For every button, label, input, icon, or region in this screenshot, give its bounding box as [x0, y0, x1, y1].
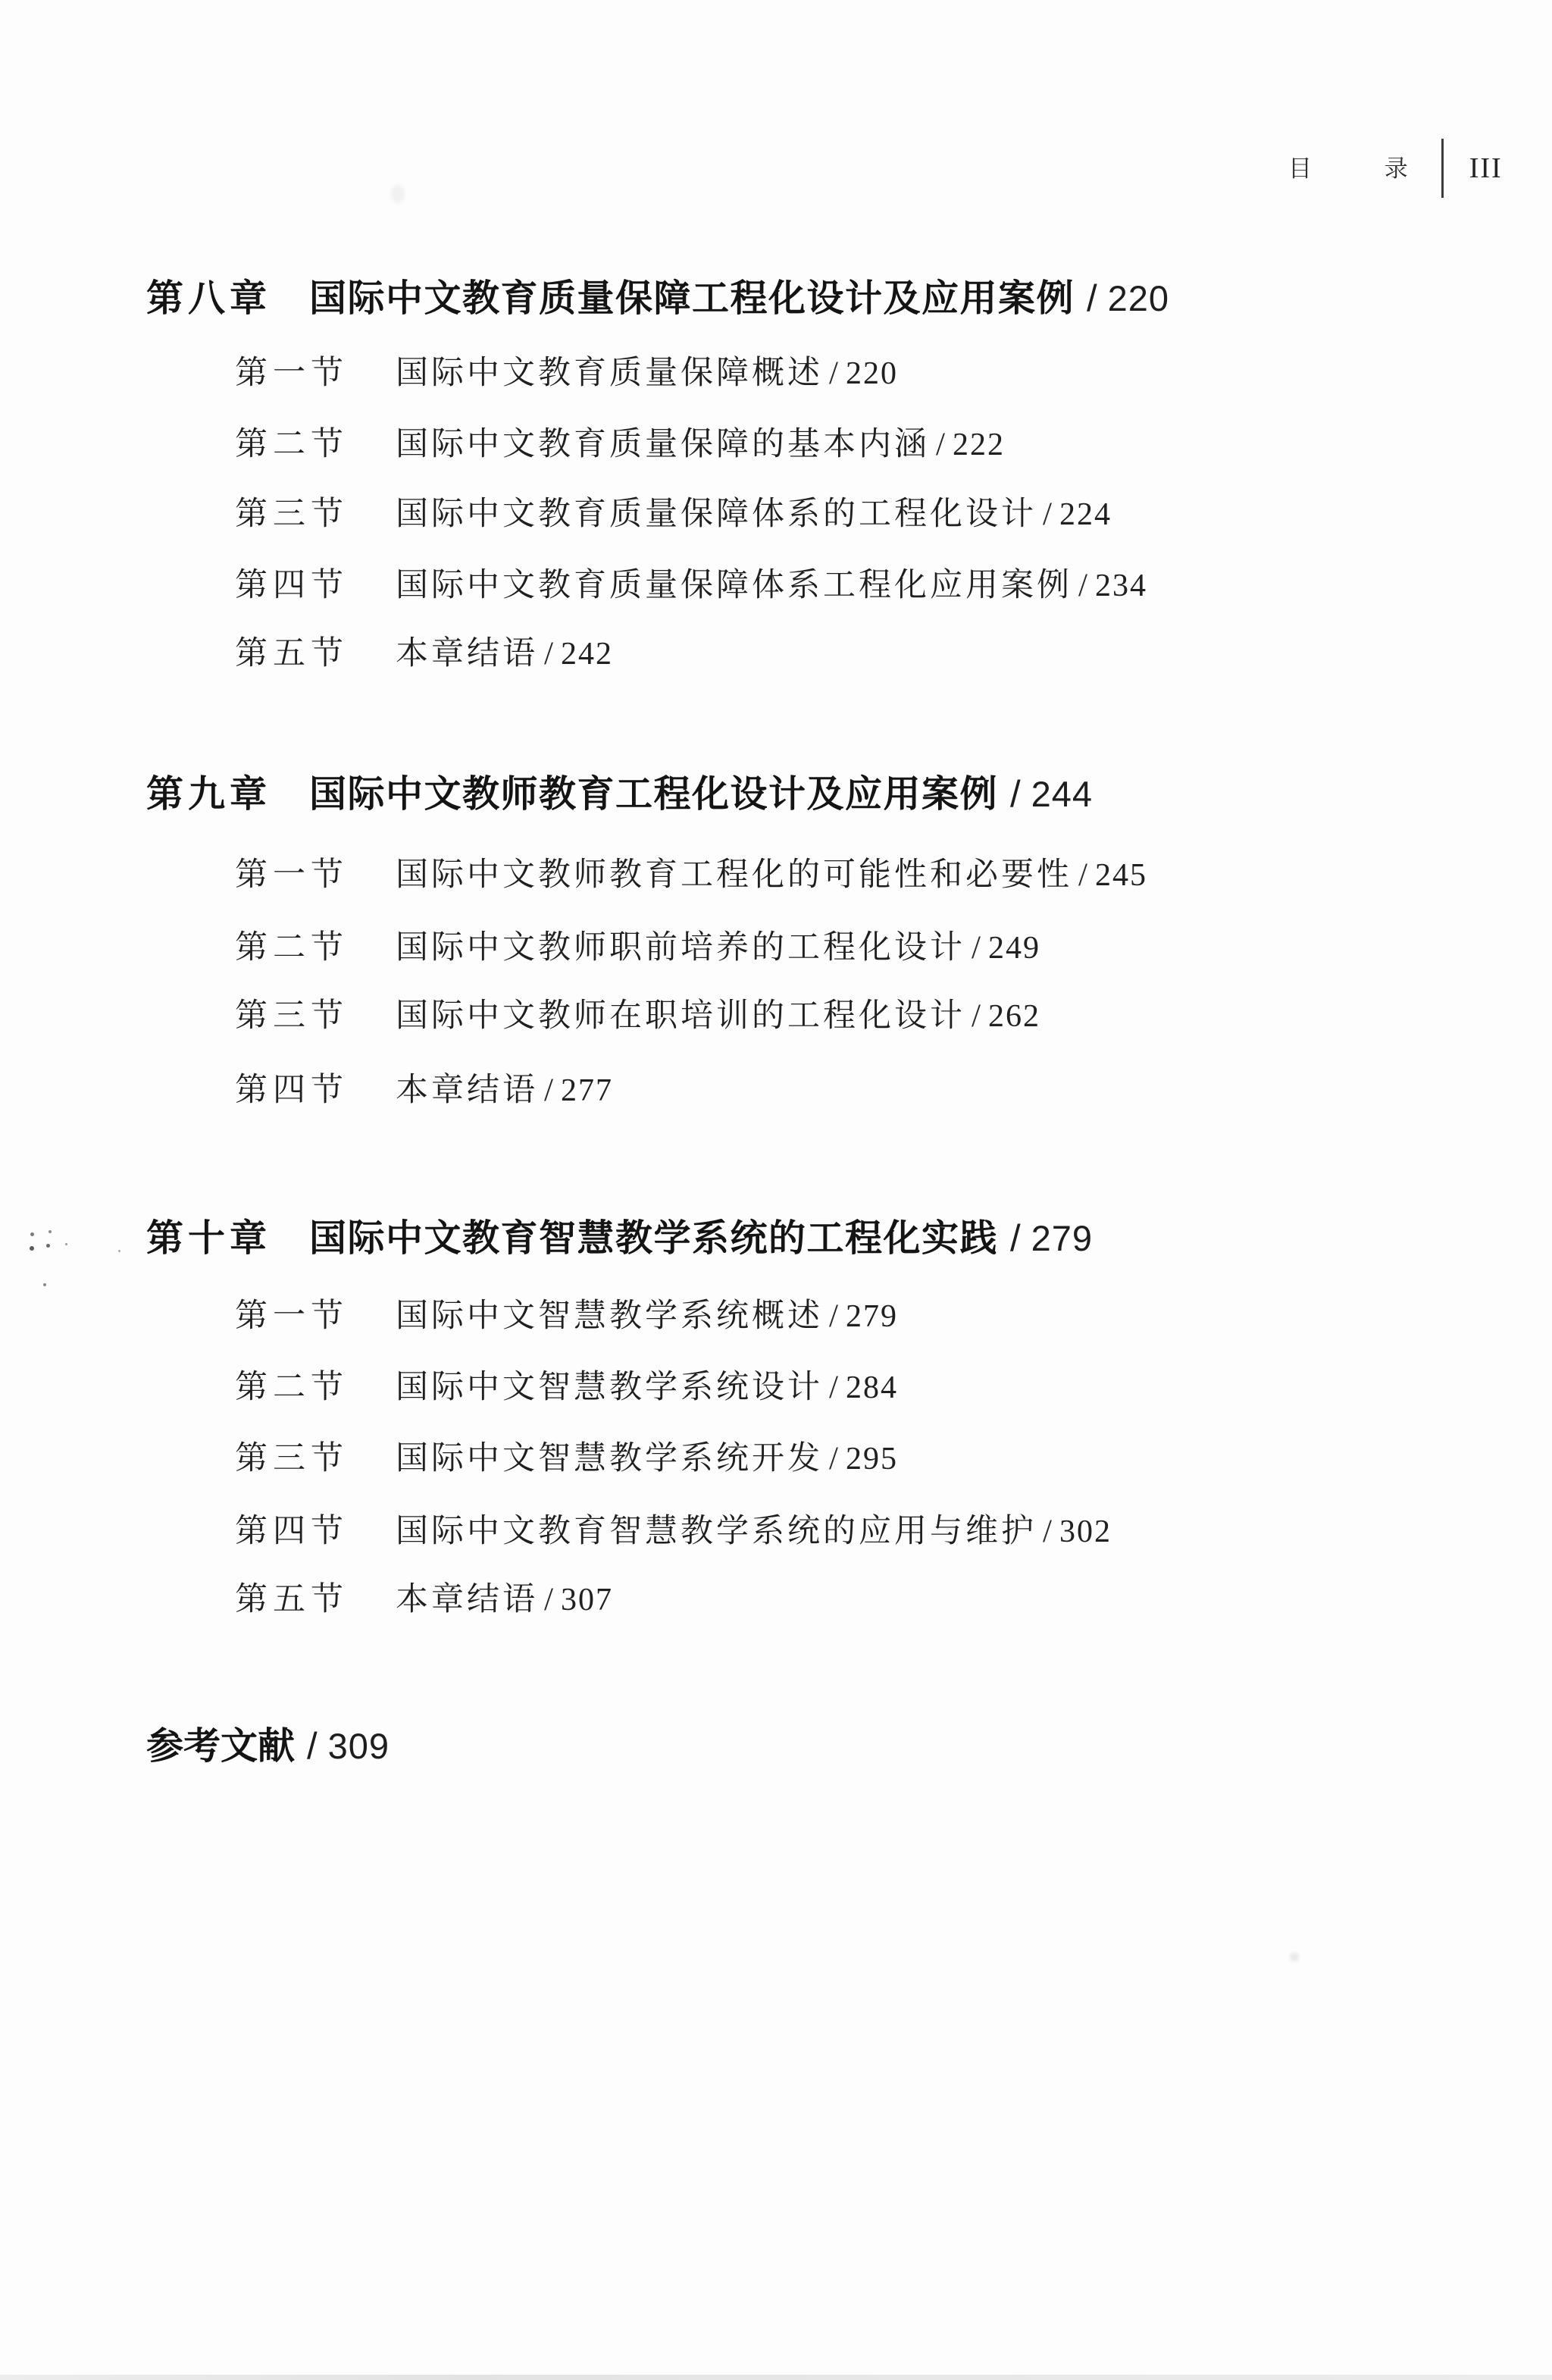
section-title: 国际中文教师在职培训的工程化设计 [396, 998, 965, 1034]
section-label: 第四节 [235, 1514, 349, 1549]
page-separator: / [1043, 1514, 1052, 1549]
section-label: 第三节 [235, 1441, 349, 1477]
section-title: 国际中文教育质量保障概述 [396, 355, 823, 391]
ink-speck [65, 1243, 67, 1245]
page-separator: / [544, 1073, 553, 1108]
chapter-title: 国际中文教育智慧教学系统的工程化实践 [309, 1218, 999, 1259]
section-page-number: 277 [560, 1073, 613, 1108]
chapter-label: 第十章 [146, 1218, 272, 1259]
chapter-entry [146, 773, 1093, 816]
ink-speck [118, 1250, 120, 1252]
section-entry [235, 997, 1040, 1035]
page-separator: / [829, 1298, 838, 1334]
section-label: 第二节 [235, 427, 349, 462]
section-label: 第一节 [235, 355, 349, 391]
page-separator: / [1078, 857, 1087, 893]
references-page-number: 309 [327, 1726, 390, 1766]
page-separator: / [1078, 568, 1087, 603]
chapter-title: 国际中文教育质量保障工程化设计及应用案例 [309, 278, 1075, 319]
section-page-number: 302 [1059, 1514, 1112, 1549]
scan-smudge [1290, 1953, 1299, 1962]
section-entry [235, 1513, 1112, 1550]
section-page-number: 242 [560, 637, 613, 672]
section-entry [235, 1298, 898, 1335]
section-title: 本章结语 [396, 1073, 538, 1108]
ink-speck [48, 1230, 52, 1233]
section-title: 国际中文教育质量保障的基本内涵 [396, 427, 930, 462]
running-head-title: 目 录 [1288, 155, 1441, 182]
page-separator: / [829, 1370, 838, 1405]
chapter-entry [146, 1217, 1093, 1260]
section-page-number: 262 [987, 999, 1040, 1034]
chapter-page-number: 220 [1107, 278, 1170, 318]
section-label: 第三节 [235, 496, 349, 532]
section-label: 第一节 [235, 1298, 349, 1334]
section-title: 国际中文教育智慧教学系统的应用与维护 [396, 1514, 1037, 1549]
section-page-number: 284 [845, 1370, 898, 1405]
section-entry [235, 1440, 898, 1477]
section-title: 本章结语 [396, 636, 538, 672]
page-separator: / [972, 998, 981, 1034]
ink-speck [30, 1232, 34, 1236]
section-page-number: 307 [560, 1583, 613, 1617]
section-title: 国际中文教师职前培养的工程化设计 [396, 930, 965, 966]
section-page-number: 245 [1094, 858, 1147, 893]
section-label: 第五节 [235, 1582, 349, 1617]
page-separator: / [1010, 1218, 1021, 1259]
section-title: 国际中文智慧教学系统概述 [396, 1298, 823, 1334]
section-page-number: 279 [845, 1299, 898, 1334]
page-separator: / [972, 930, 981, 966]
section-entry [235, 929, 1040, 966]
running-head [1288, 138, 1503, 199]
section-entry [235, 355, 898, 392]
section-label: 第四节 [235, 568, 349, 603]
page-separator: / [936, 427, 945, 462]
section-title: 国际中文智慧教学系统设计 [396, 1370, 823, 1405]
references-entry [146, 1725, 390, 1768]
section-label: 第三节 [235, 998, 349, 1034]
ink-speck [30, 1246, 34, 1251]
section-entry [235, 1369, 898, 1406]
page-separator: / [829, 355, 838, 391]
section-page-number: 295 [845, 1442, 898, 1477]
section-page-number: 220 [845, 356, 898, 391]
ink-speck [43, 1283, 46, 1286]
section-label: 第二节 [235, 1370, 349, 1405]
header-divider-bar [1441, 139, 1444, 198]
section-title: 国际中文教育质量保障体系工程化应用案例 [396, 568, 1072, 603]
section-page-number: 249 [987, 931, 1040, 966]
section-label: 第五节 [235, 636, 349, 672]
chapter-label: 第九章 [146, 774, 272, 815]
section-title: 国际中文教育质量保障体系的工程化设计 [396, 496, 1037, 532]
chapter-title: 国际中文教师教育工程化设计及应用案例 [309, 774, 999, 815]
section-entry [235, 635, 613, 672]
page-separator: / [1043, 496, 1052, 532]
section-entry [235, 856, 1147, 894]
section-label: 第一节 [235, 857, 349, 893]
section-page-number: 234 [1094, 568, 1147, 603]
section-entry [235, 496, 1112, 533]
chapter-page-number: 279 [1031, 1218, 1094, 1258]
page-separator: / [1087, 278, 1097, 319]
scan-smudge [391, 185, 405, 203]
section-title: 国际中文教师教育工程化的可能性和必要性 [396, 857, 1072, 893]
section-entry [235, 426, 1005, 463]
page-separator: / [307, 1726, 318, 1767]
section-title: 国际中文智慧教学系统开发 [396, 1441, 823, 1477]
ink-speck [46, 1244, 50, 1248]
section-title: 本章结语 [396, 1582, 538, 1617]
section-entry [235, 1072, 613, 1109]
page-separator: / [1010, 774, 1021, 815]
section-label: 第四节 [235, 1073, 349, 1108]
scan-bottom-edge [0, 2375, 1552, 2380]
folio-page-number: III [1469, 152, 1503, 184]
section-page-number: 224 [1059, 497, 1112, 532]
references-title: 参考文献 [146, 1726, 296, 1767]
chapter-entry [146, 277, 1169, 320]
page-separator: / [829, 1441, 838, 1477]
chapter-page-number: 244 [1031, 774, 1094, 814]
chapter-label: 第八章 [146, 278, 272, 319]
section-entry [235, 1581, 613, 1618]
section-label: 第二节 [235, 930, 349, 966]
page-separator: / [544, 1582, 553, 1617]
page-separator: / [544, 636, 553, 672]
section-page-number: 222 [952, 427, 1005, 462]
section-entry [235, 567, 1147, 604]
